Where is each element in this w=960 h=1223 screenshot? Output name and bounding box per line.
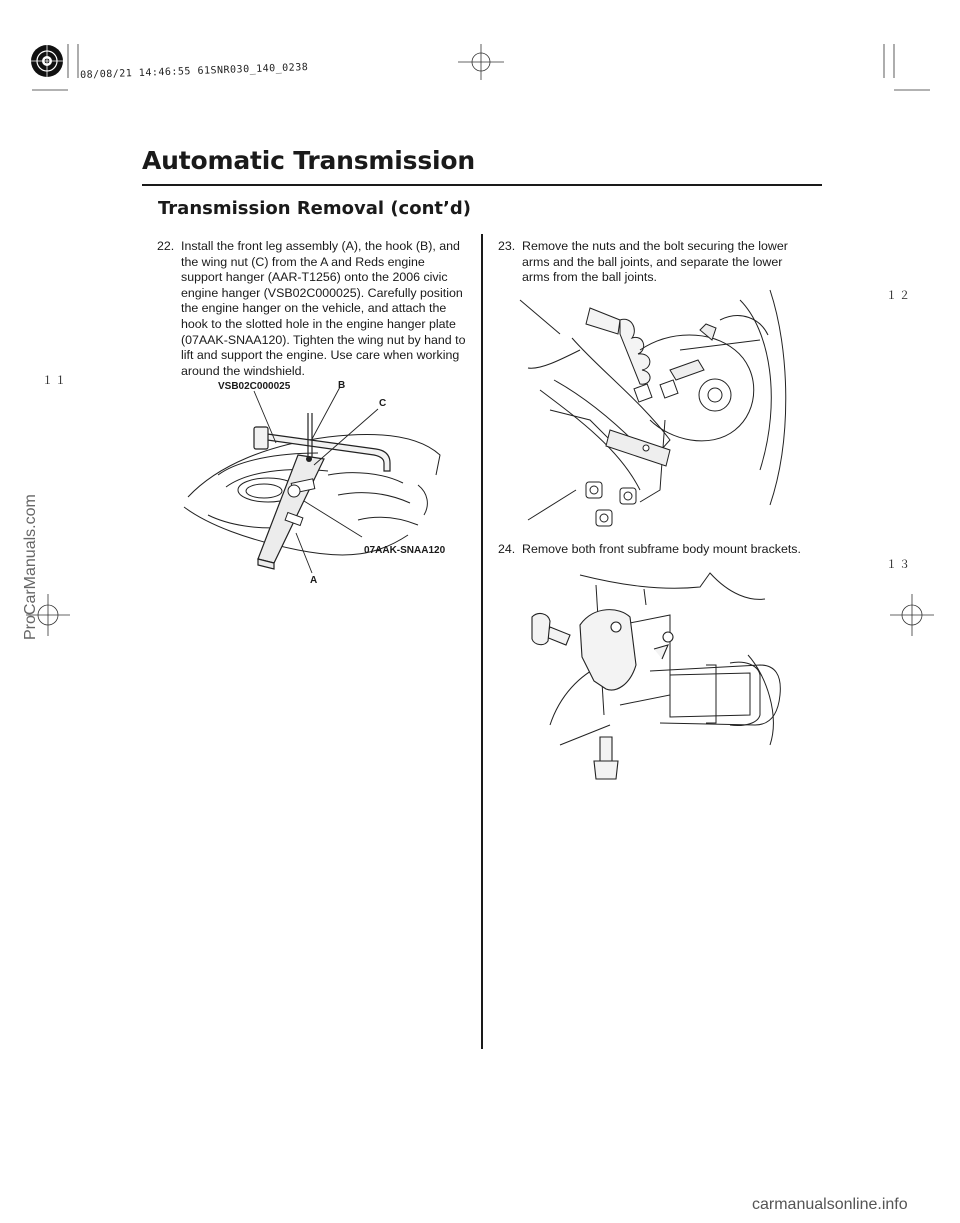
step-line: hook to the slotted hole in the engine hanger plate [181, 316, 456, 331]
step-line: support hanger (AAR-T1256) onto the 2006 civic [181, 270, 448, 285]
watermark-footer: carmanualsonline.info [752, 1196, 908, 1213]
title-rule [142, 184, 822, 186]
registration-target-icon [30, 44, 64, 78]
step-line: (07AAK-SNAA120). Tighten the wing nut by hand to [181, 332, 466, 347]
step-number: 23. [498, 239, 516, 253]
callout-hanger-part: VSB02C000025 [218, 381, 291, 392]
step-number: 24. [498, 542, 516, 556]
step-24 [498, 542, 808, 558]
engine-hanger-illustration [178, 375, 468, 600]
step-line: arms from the ball joints. [522, 270, 657, 285]
margin-mark-right-bottom: １３ [886, 558, 912, 571]
step-text [522, 239, 808, 286]
step-line: around the windshield. [181, 363, 305, 378]
margin-mark-right-top: １２ [886, 289, 912, 302]
callout-a: A [310, 575, 318, 586]
print-stamp: 08/08/21 14:46:55 61SNR030_140_0238 [80, 62, 309, 81]
margin-mark-left: １１ [42, 374, 68, 387]
callout-c: C [379, 398, 387, 409]
step-text [522, 542, 808, 558]
column-divider [481, 234, 483, 1049]
step-line: the engine hanger on the vehicle, and attach the [181, 301, 447, 316]
step-22 [157, 239, 477, 379]
step-text [181, 239, 477, 379]
section-title: Transmission Removal (cont’d) [158, 198, 471, 219]
step-line: Remove the nuts and the bolt securing the lower [522, 239, 788, 253]
watermark-left: ProCarManuals.com [22, 494, 39, 640]
step-line: arms and the ball joints, and separate the lower [522, 254, 783, 269]
step-line: engine hanger (VSB02C000025). Carefully position [181, 285, 463, 300]
step-line: Install the front leg assembly (A), the hook (B), and [181, 239, 460, 253]
callout-plate-part: 07AAK-SNAA120 [364, 545, 446, 556]
step-number: 22. [157, 239, 175, 253]
step-23 [498, 239, 808, 286]
step-line: lift and support the engine. Use care when working [181, 348, 460, 363]
page-title: Automatic Transmission [142, 146, 475, 175]
step-line: Remove both front subframe body mount brackets. [522, 542, 801, 556]
callout-b: B [338, 380, 346, 391]
subframe-bracket-illustration [520, 565, 790, 785]
step-line: the wing nut (C) from the A and Reds engine [181, 254, 425, 269]
ball-joint-illustration [520, 290, 800, 535]
